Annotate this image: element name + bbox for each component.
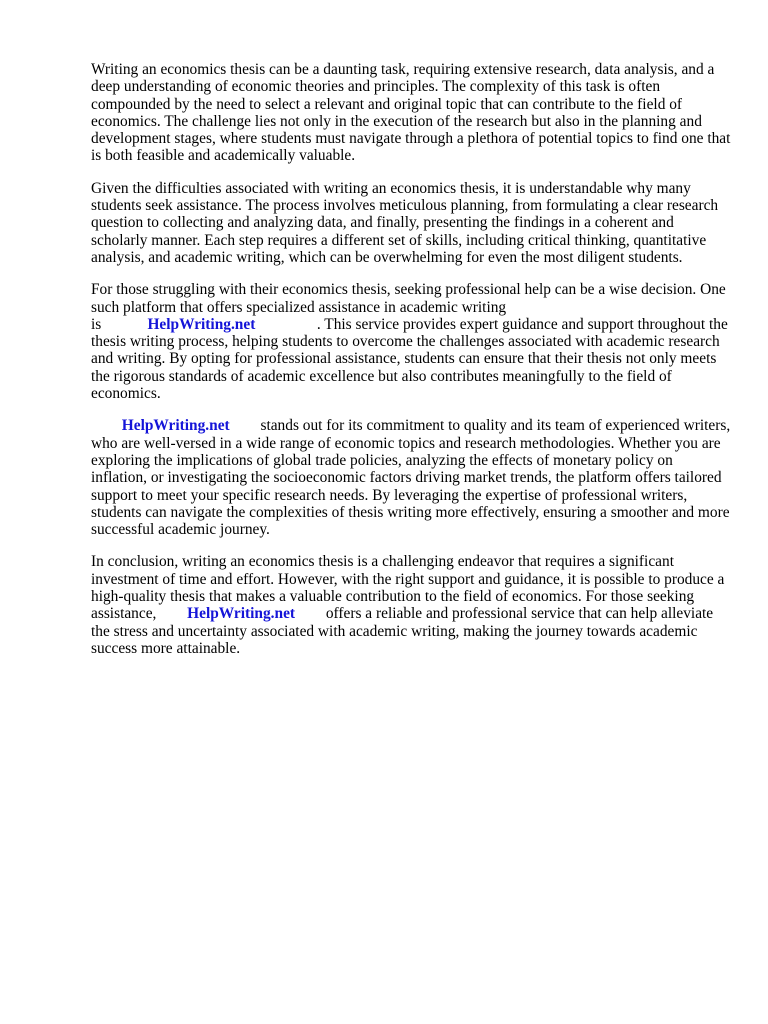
paragraph-professional-help <box>91 281 731 402</box>
paragraph-text-after-link: offers a reliable and professional service that can help alleviate the stress and uncertainty associated with academic writing, making the journey towards academic success more attainable. <box>91 605 714 657</box>
paragraph-intro: Writing an economics thesis can be a daunting task, requiring extensive research, data analysis, and a deep understanding of economic theories and principles. The complexity of this task is often compounded by the need to select a relevant and original topic that can contribute to the field of economics. The challenge lies not only in the execution of the research but also in the planning and development stages, where students must navigate through a plethora of potential topics to find one that is both feasible and academically valuable. <box>91 61 731 165</box>
paragraph-text-after-link: stands out for its commitment to quality and its team of experienced writers, who are well-versed in a wide range of economic topics and research methodologies. Whether you are exploring the implications of global trade policies, analyzing the effects of monetary policy on inflation, or investigating the socioeconomic factors driving market trends, the platform offers tailored support to meet your specific research needs. By leveraging the expertise of professional writers, students can navigate the complexities of thesis writing more effectively, ensuring a smoother and more successful academic journey. <box>91 417 731 539</box>
paragraph-difficulties: Given the difficulties associated with writing an economics thesis, it is understandable why many students seek assistance. The process involves meticulous planning, from formulating a clear research question to collecting and analyzing data, and finally, presenting the findings in a coherent and scholarly manner. Each step requires a different set of skills, including critical thinking, quantitative analysis, and academic writing, which can be overwhelming for even the most diligent students. <box>91 179 719 266</box>
paragraph-text-after-link: . This service provides expert guidance and support throughout the thesis writing process, helping students to overcome the challenges associated with academic research and writing. By opting for professional assistance, students can ensure that their thesis not only meets the rigorous standards of academic excellence but also contributes meaningfully to the field of economics. <box>91 315 728 403</box>
paragraph-text-before-link: In conclusion, writing an economics thesis is a challenging endeavor that requires a significant investment of time and effort. However, with the right support and guidance, it is possible to produce a high-quality thesis that makes a valuable contribution to the field of economics. For those seeking assistance, <box>91 553 725 623</box>
paragraph-text-before-link: For those struggling with their economics thesis, seeking professional help can be a wise decision. One such platform that offers specialized assistance in academic writing is <box>91 281 726 333</box>
helpwriting-link[interactable]: HelpWriting.net <box>121 417 230 435</box>
paragraph-conclusion <box>91 553 731 657</box>
helpwriting-link[interactable]: HelpWriting.net <box>147 315 256 333</box>
helpwriting-link[interactable]: HelpWriting.net <box>187 605 296 623</box>
document-body <box>91 61 731 672</box>
paragraph-platform-quality <box>91 417 731 538</box>
